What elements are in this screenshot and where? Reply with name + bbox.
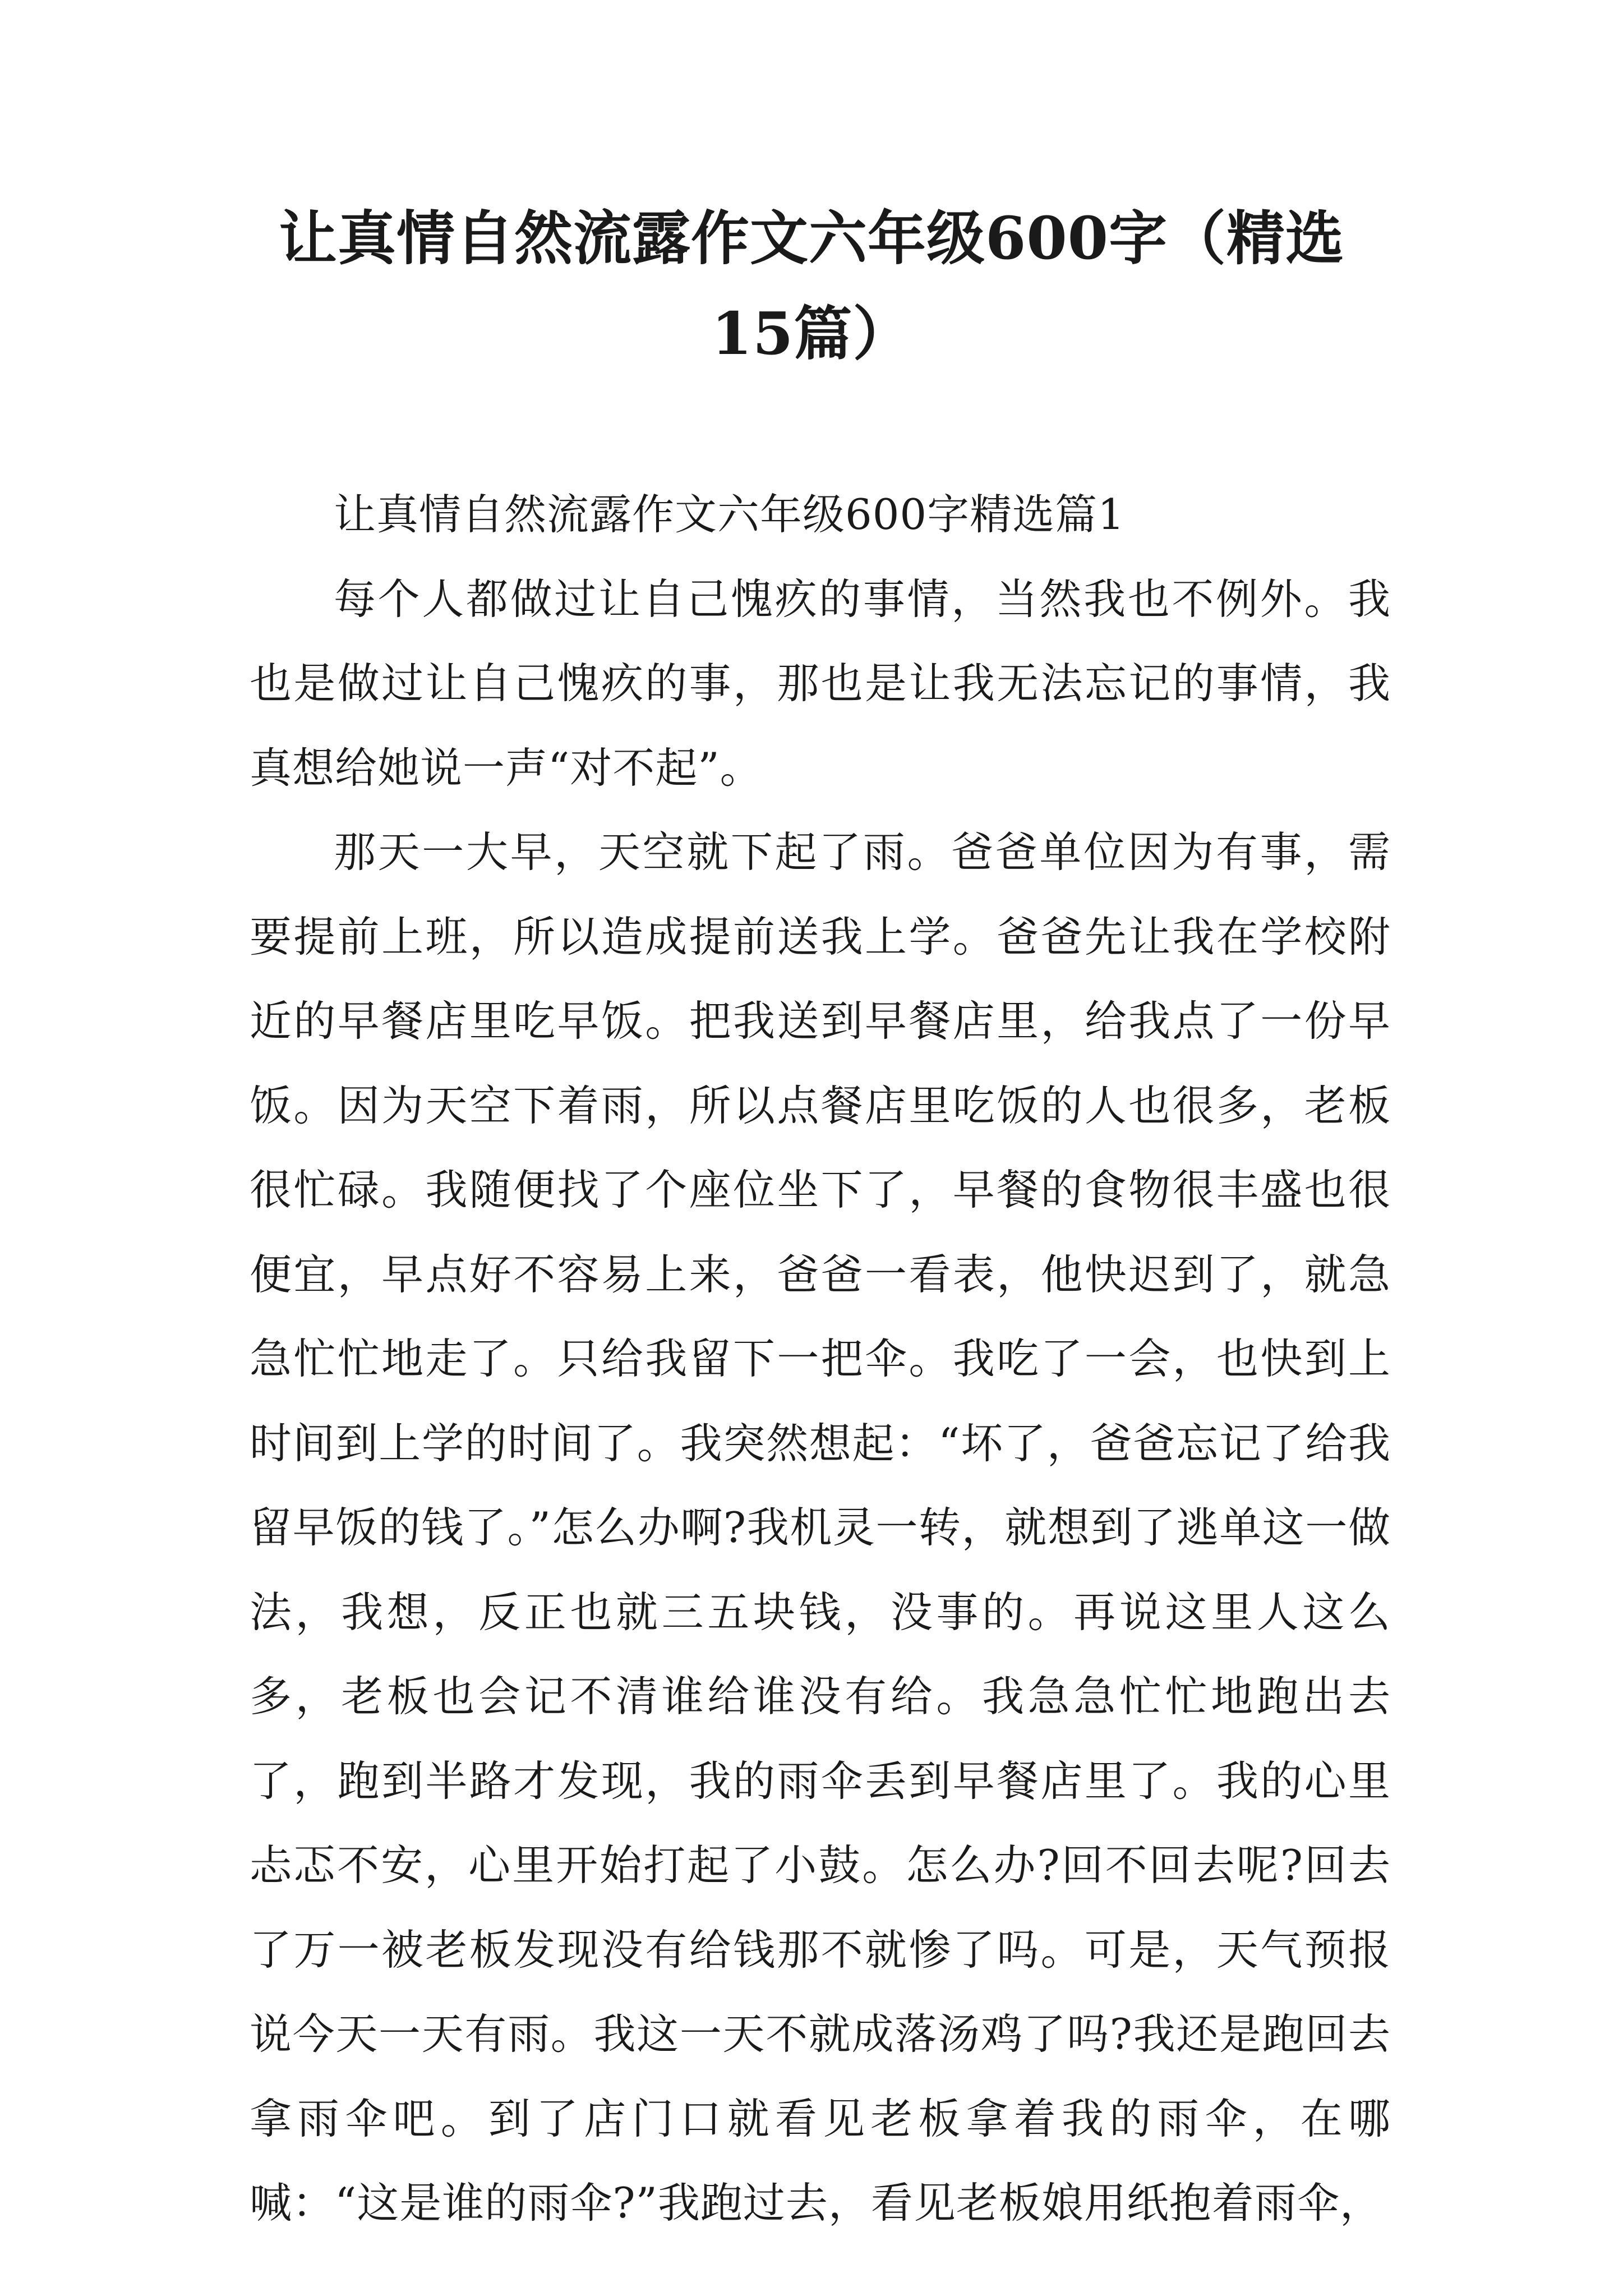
paragraph: 每个人都做过让自己愧疚的事情，当然我也不例外。我也是做过让自己愧疚的事，那也是让我无法忘记的事情，我真想给她说一声“对不起”。: [250, 574, 1391, 793]
paragraph: 那天一大早，天空就下起了雨。爸爸单位因为有事，需要提前上班，所以造成提前送我上学。爸爸先让我在学校附近的早餐店里吃早饭。把我送到早餐店里，给我点了一份早饭。因为天空下着雨，所以点餐店里吃饭的人也很多，老板很忙碌。我随便找了个座位坐下了，早餐的食物很丰盛也很便宜，早点好不容易上来，爸爸一看表，他快迟到了，就急急忙忙地走了。只给我留下一把伞。我吃了一会，也快到上时间到上学的时间了。我突然想起：“坏了，爸爸忘记了给我留早饭的钱了。”怎么办啊?我机灵一转，就想到了逃单这一做法，我想，反正也就三五块钱，没事的。再说这里人这么多，老板也会记不清谁给谁没有给。我急急忙忙地跑出去了，跑到半路才发现，我的雨伞丢到早餐店里了。我的心里忐忑不安，心里开始打起了小鼓。怎么办?回不回去呢?回去了万一被老板发现没有给钱那不就惨了吗。可是，天气预报说今天一天有雨。我这一天不就成落汤鸡了吗?我还是跑回去拿雨伞吧。到了店门口就看见老板拿着我的雨伞，在哪喊：“这是谁的雨伞?”我跑过去，看见老板娘用纸抱着雨伞，: [250, 827, 1391, 2228]
document-title: 让真情自然流露作文六年级600字（精选15篇）: [278, 204, 1345, 368]
document-body: [250, 472, 1391, 2246]
section-heading: 让真情自然流露作文六年级600字精选篇1: [334, 490, 1125, 539]
